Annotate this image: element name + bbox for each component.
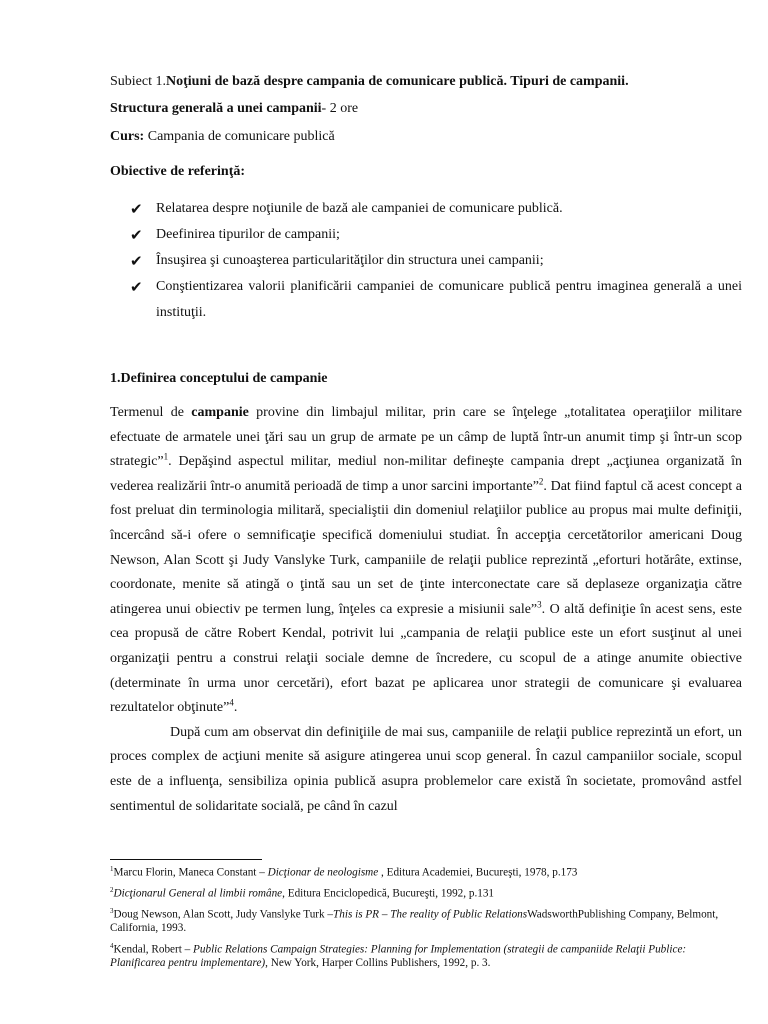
check-icon: ✔: [130, 252, 143, 270]
footnote: $^1$Marcu Florin, Maneca Constant – Dicţionar de neologisme , Editura Academiei, Bucureşti, 1978, p.173: [110, 865, 578, 879]
objective-item: [110, 222, 742, 248]
footnote-ref-2[interactable]: 2: [538, 476, 544, 487]
subject-duration: - 2 ore: [321, 101, 359, 116]
objective-item: [110, 274, 742, 326]
term-campanie: campanie: [191, 405, 249, 420]
section-title: 1.Definirea conceptului de campanie: [110, 371, 328, 386]
paragraph-1: Termenul de campanie provine din limbajul militar, prin care se înţelege „totalitatea operaţiilor militare efectuate de armatele unei ţări sau un grup de armate pe un câmp de luptă într-un anumit timp şi într-un scop strategic”$^1$. Depăşind aspectul militar, mediul non-militar defineşte campania drept „acţiunea organizată în vederea realizării într-o anumită perioadă de timp a unor sarcini importante”$^2$. Dat fiind faptul că acest concept a fost preluat din terminologia militară, specialiştii din domeniul relaţiilor publice au propus mai multe definiţii, încercând să-i ofere o semnificaţie specifică domeniului studiat. În accepţia cercetătorilor americani Doug Newson, Alan Scott şi Judy Vanslyke Turk, campaniile de relaţii publice reprezintă „eforturi hotărâte, extinse, coordonate, menite să atingă o ţintă sau un set de ţinte interconectate care să deplaseze organizaţia către atingerea unui obiectiv pe termen lung, înţeles ca expresie a misiunii sale”$^3$. O altă definiţie în acest sens, este cea propusă de către Robert Kendal, potrivit lui „campania de relaţii publice este un efort susţinut al unei organizaţii pentru a construi relaţii sociale demne de încredere, cu scopul de a atinge anumite obiective (determinate în urma unor cercetări), efort bazat pe aplicarea unor strategii de comunicare şi evaluarea rezultatelor obţinute”$^4$.: [110, 405, 743, 716]
check-icon: ✔: [130, 226, 143, 244]
subject-heading: [110, 68, 742, 122]
subject-prefix: Subiect 1.: [110, 74, 166, 89]
course-label: Curs:: [110, 129, 145, 144]
paragraph-2: După cum am observat din definiţiile de mai sus, campaniile de relaţii publice reprezintă un efort, un proces complex de acţiuni menite să asigure atingerea unui scop general. În cazul campaniilor sociale, scopul este de a influenţa, sensibiliza opinia publică asupra problemelor care există în societate, promovând astfel sentimentul de solidaritate socială, pe când în cazul: [110, 724, 742, 814]
objective-text: Însuşirea şi cunoaşterea particularităţilor din structura unei campanii;: [156, 253, 544, 268]
check-icon: ✔: [130, 278, 143, 296]
course-line: [110, 127, 335, 147]
objective-text: Conştientizarea valorii planificării campaniei de comunicare publică pentru imaginea generală a unei instituţii.: [156, 279, 742, 320]
footnotes: [110, 863, 742, 974]
objectives-title: Obiective de referinţă:: [110, 164, 246, 179]
footnote-ref-3[interactable]: 3: [537, 599, 542, 610]
objective-text: Deefinirea tipurilor de campanii;: [156, 227, 340, 242]
footnote: $^2$Dicţionarul General al limbii române, Editura Enciclopedică, Bucureşti, 1992, p.131: [110, 886, 495, 900]
footnote: $^4$Kendal, Robert – Public Relations Campaign Strategies: Planning for Implementation (strategii de campaniide Relaţii Publice: Planificarea pentru implementare), New York, Harper Collins Publishers, 1992, p. 3.: [110, 941, 687, 969]
subject-title-part-1: Noţiuni de bază despre campania de comunicare publică. Tipuri de campanii.: [166, 74, 629, 89]
objective-text: Relatarea despre noţiunile de bază ale campaniei de comunicare publică.: [156, 201, 563, 216]
footnote-ref-1[interactable]: 1: [163, 451, 169, 462]
check-icon: ✔: [130, 200, 143, 218]
footnote-separator: [110, 859, 262, 860]
footnote: $^3$Doug Newson, Alan Scott, Judy Vanslyke Turk –This is PR – The reality of Public RelationsWadsworthPublishing Company, Belmont, California, 1993.: [110, 907, 719, 935]
objective-item: [110, 196, 742, 222]
course-value: Campania de comunicare publică: [147, 129, 335, 144]
subject-title-part-2: Structura generală a unei campanii: [110, 101, 322, 116]
objective-item: [110, 248, 742, 274]
body-text: [110, 401, 742, 819]
objectives-list: [110, 196, 742, 326]
footnote-ref-4[interactable]: 4: [229, 697, 234, 708]
